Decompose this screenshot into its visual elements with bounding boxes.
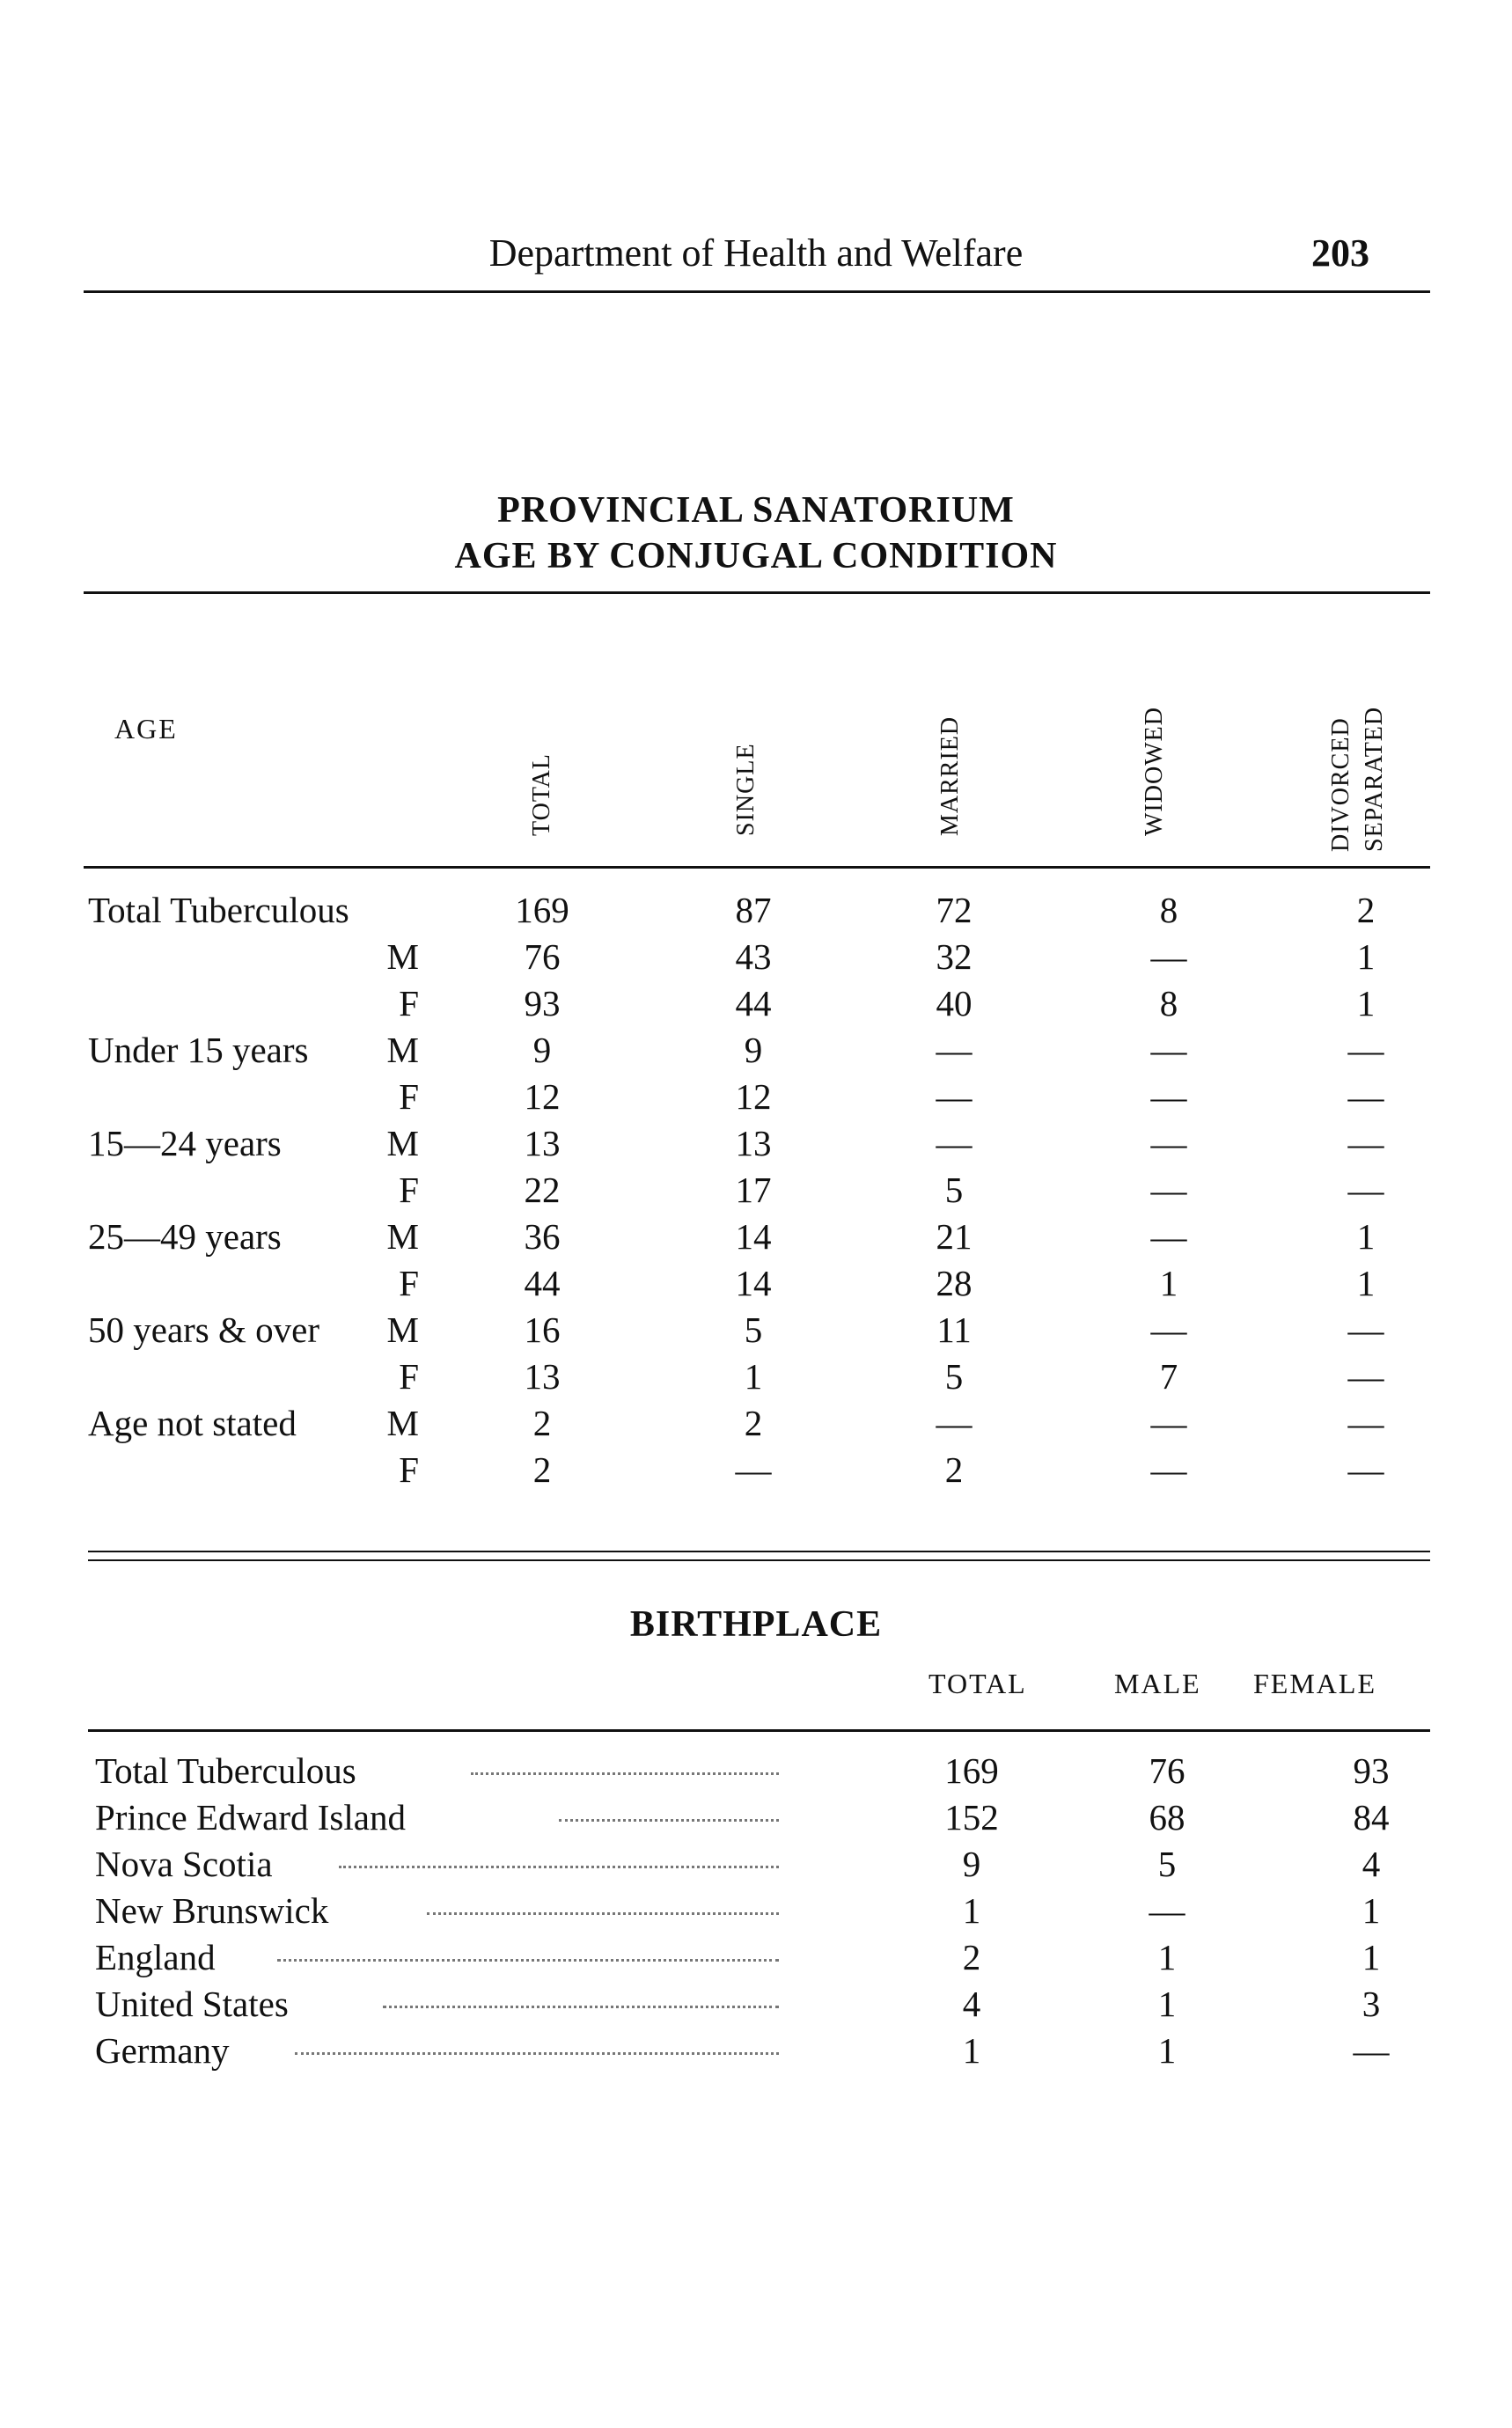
cell-female: 1 [1362, 1937, 1381, 1977]
row-sex: F [399, 1170, 419, 1210]
row-sex: M [386, 1030, 419, 1070]
cell-single: 9 [744, 1030, 763, 1070]
cell-total: 4 [962, 1984, 981, 2024]
leader-dots [559, 1819, 779, 1822]
cell-total: 13 [524, 1123, 561, 1163]
table-row [0, 1889, 1512, 1936]
cell-female: — [1353, 2030, 1390, 2071]
table-row [0, 982, 1512, 1029]
table-header-rule [84, 866, 1430, 869]
cell-female: 4 [1362, 1844, 1381, 1884]
cell-widowed: 8 [1159, 890, 1178, 930]
cell-single: 2 [744, 1403, 763, 1443]
table-row [0, 1262, 1512, 1309]
row-label: Age not stated [88, 1403, 297, 1443]
cell-total: 44 [524, 1263, 561, 1303]
cell-male: 76 [1149, 1750, 1185, 1791]
cell-male: 1 [1157, 1984, 1177, 2024]
cell-single: 13 [735, 1123, 772, 1163]
cell-single: 17 [735, 1170, 772, 1210]
cell-single: — [735, 1449, 772, 1490]
cell-divorced-separated: 1 [1356, 1263, 1376, 1303]
column-heading-total: TOTAL [528, 752, 555, 836]
page-header-title: Department of Health and Welfare [488, 231, 1024, 275]
cell-total: 12 [524, 1076, 561, 1117]
cell-widowed: — [1150, 1170, 1187, 1210]
table-row [0, 1936, 1512, 1983]
row-label: 50 years & over [88, 1309, 319, 1350]
birthplace-title: BIRTHPLACE [629, 1604, 883, 1645]
row-sex: M [386, 1123, 419, 1163]
cell-married: 11 [936, 1309, 972, 1350]
cell-widowed: — [1150, 1123, 1187, 1163]
row-sex: M [386, 1403, 419, 1443]
birthplace-column-male: MALE [1114, 1668, 1201, 1699]
cell-married: 40 [936, 983, 973, 1023]
cell-total: 9 [532, 1030, 552, 1070]
table-top-rule [84, 591, 1430, 594]
cell-widowed: 7 [1159, 1356, 1178, 1397]
header-rule [84, 290, 1430, 293]
cell-widowed: 1 [1159, 1263, 1178, 1303]
row-label: Nova Scotia [95, 1844, 273, 1884]
cell-divorced-separated: — [1347, 1076, 1384, 1117]
row-label: Prince Edward Island [95, 1797, 406, 1838]
cell-married: 72 [936, 890, 973, 930]
cell-divorced-separated: — [1347, 1170, 1384, 1210]
cell-male: 68 [1149, 1797, 1185, 1838]
cell-total: 16 [524, 1309, 561, 1350]
cell-married: 32 [936, 936, 973, 977]
table-row [0, 889, 1512, 935]
cell-single: 44 [735, 983, 772, 1023]
row-sex: F [399, 983, 419, 1023]
row-label: New Brunswick [95, 1890, 329, 1931]
table-row [0, 2029, 1512, 2076]
cell-total: 9 [962, 1844, 981, 1884]
cell-divorced-separated: — [1347, 1449, 1384, 1490]
cell-total: 2 [532, 1449, 552, 1490]
cell-married: — [936, 1403, 973, 1443]
age-column-heading: AGE [114, 713, 178, 745]
cell-widowed: — [1150, 1076, 1187, 1117]
row-label: Under 15 years [88, 1030, 309, 1070]
cell-widowed: — [1150, 1449, 1187, 1490]
row-label: 15—24 years [88, 1123, 282, 1163]
cell-widowed: 8 [1159, 983, 1178, 1023]
leader-dots [295, 2052, 779, 2055]
table-row [0, 1029, 1512, 1075]
cell-total: 169 [944, 1750, 999, 1791]
cell-male: 1 [1157, 2030, 1177, 2071]
cell-widowed: — [1150, 1216, 1187, 1257]
table-title-line1: PROVINCIAL SANATORIUM [497, 490, 1015, 531]
cell-divorced-separated: — [1347, 1123, 1384, 1163]
leader-dots [277, 1959, 779, 1962]
row-sex: F [399, 1449, 419, 1490]
cell-male: 5 [1157, 1844, 1177, 1884]
row-label: Total Tuberculous [95, 1750, 356, 1791]
row-sex: F [399, 1356, 419, 1397]
cell-divorced-separated: 1 [1356, 936, 1376, 977]
birthplace-header-rule [88, 1729, 1430, 1732]
cell-male: 1 [1157, 1937, 1177, 1977]
cell-total: 93 [524, 983, 561, 1023]
table-title-line2: AGE BY CONJUGAL CONDITION [454, 536, 1058, 576]
column-heading-single: SINGLE [732, 743, 760, 836]
leader-dots [471, 1772, 779, 1775]
cell-married: 5 [944, 1356, 964, 1397]
cell-total: 2 [532, 1403, 552, 1443]
column-heading-married: MARRIED [936, 715, 964, 836]
cell-married: — [936, 1123, 973, 1163]
section-double-rule-bottom [88, 1559, 1430, 1561]
table-row [0, 1402, 1512, 1449]
row-label: Total Tuberculous [88, 890, 349, 930]
cell-divorced-separated: — [1347, 1030, 1384, 1070]
cell-total: 22 [524, 1170, 561, 1210]
cell-total: 1 [962, 2030, 981, 2071]
row-sex: M [386, 1216, 419, 1257]
table-row [0, 1983, 1512, 2029]
leader-dots [339, 1866, 779, 1868]
cell-single: 14 [735, 1263, 772, 1303]
cell-married: — [936, 1076, 973, 1117]
cell-single: 14 [735, 1216, 772, 1257]
cell-married: 5 [944, 1170, 964, 1210]
cell-total: 36 [524, 1216, 561, 1257]
cell-divorced-separated: — [1347, 1356, 1384, 1397]
table-row [0, 1169, 1512, 1215]
cell-female: 3 [1362, 1984, 1381, 2024]
cell-male: — [1149, 1890, 1185, 1931]
row-sex: M [386, 936, 419, 977]
cell-married: — [936, 1030, 973, 1070]
column-heading-widowed: WIDOWED [1141, 707, 1168, 836]
cell-single: 1 [744, 1356, 763, 1397]
cell-widowed: — [1150, 1030, 1187, 1070]
cell-total: 2 [962, 1937, 981, 1977]
row-sex: F [399, 1263, 419, 1303]
row-label: United States [95, 1984, 289, 2024]
cell-married: 2 [944, 1449, 964, 1490]
column-heading-divorced: DIVORCED [1327, 717, 1354, 852]
cell-widowed: — [1150, 936, 1187, 977]
table-row [0, 1449, 1512, 1495]
table-row [0, 1122, 1512, 1169]
row-sex: F [399, 1076, 419, 1117]
table-row [0, 1075, 1512, 1122]
cell-total: 1 [962, 1890, 981, 1931]
cell-single: 43 [735, 936, 772, 977]
cell-married: 21 [936, 1216, 973, 1257]
table-row [0, 935, 1512, 982]
table-row [0, 1843, 1512, 1889]
table-row [0, 1215, 1512, 1262]
cell-divorced-separated: 2 [1356, 890, 1376, 930]
cell-single: 12 [735, 1076, 772, 1117]
cell-divorced-separated: — [1347, 1403, 1384, 1443]
cell-total: 169 [515, 890, 569, 930]
cell-divorced-separated: 1 [1356, 983, 1376, 1023]
cell-widowed: — [1150, 1309, 1187, 1350]
row-label: Germany [95, 2030, 230, 2071]
cell-married: 28 [936, 1263, 973, 1303]
page-number: 203 [1311, 231, 1369, 275]
cell-total: 152 [944, 1797, 999, 1838]
row-sex: M [386, 1309, 419, 1350]
cell-female: 84 [1353, 1797, 1390, 1838]
leader-dots [427, 1912, 779, 1915]
table-row [0, 1749, 1512, 1796]
cell-total: 76 [524, 936, 561, 977]
cell-female: 1 [1362, 1890, 1381, 1931]
birthplace-column-total: TOTAL [928, 1668, 1027, 1699]
leader-dots [383, 2006, 779, 2008]
cell-divorced-separated: — [1347, 1309, 1384, 1350]
table-row [0, 1355, 1512, 1402]
table-row [0, 1796, 1512, 1843]
cell-widowed: — [1150, 1403, 1187, 1443]
cell-divorced-separated: 1 [1356, 1216, 1376, 1257]
cell-single: 87 [735, 890, 772, 930]
section-double-rule-top [88, 1551, 1430, 1552]
table-row [0, 1309, 1512, 1355]
cell-total: 13 [524, 1356, 561, 1397]
birthplace-column-female: FEMALE [1253, 1668, 1376, 1699]
cell-female: 93 [1353, 1750, 1390, 1791]
row-label: England [95, 1937, 216, 1977]
cell-single: 5 [744, 1309, 763, 1350]
row-label: 25—49 years [88, 1216, 282, 1257]
column-heading-separated: SEPARATED [1361, 706, 1388, 852]
